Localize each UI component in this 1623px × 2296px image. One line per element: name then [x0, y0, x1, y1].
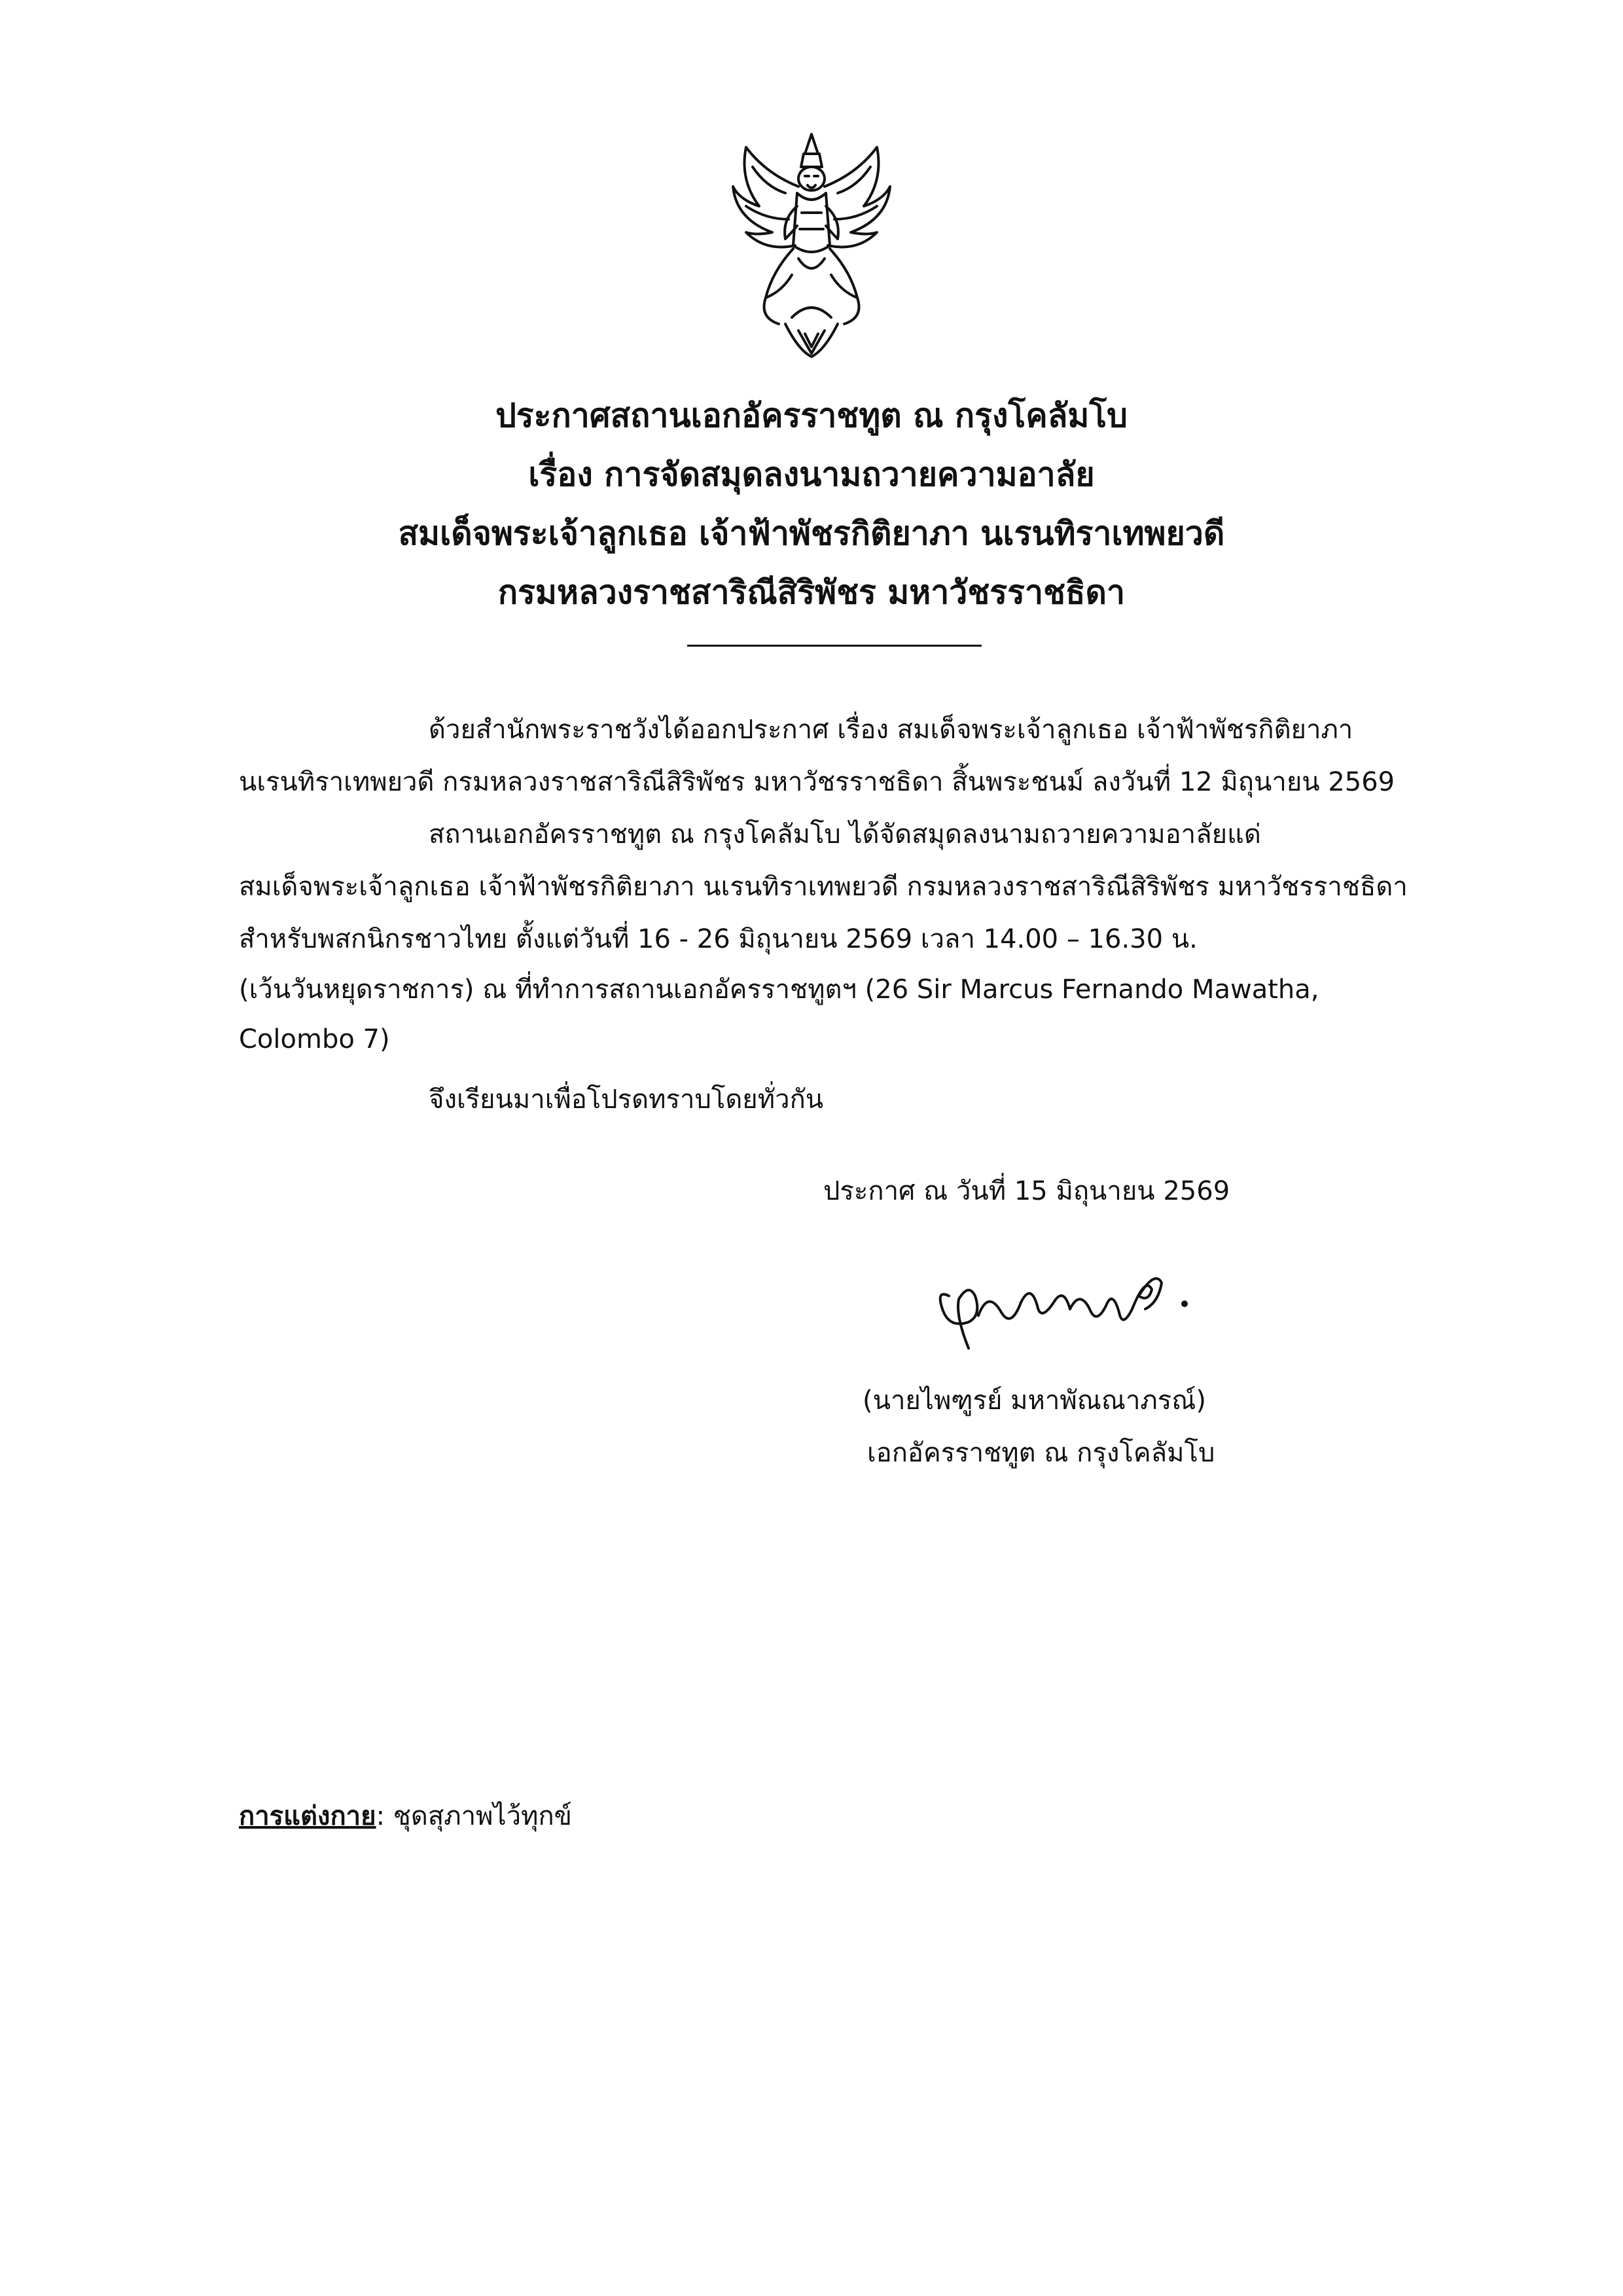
title-line-4: กรมหลวงราชสาริณีสิริพัชร มหาวัชรราชธิดา — [497, 573, 1126, 611]
title-line-3: สมเด็จพระเจ้าลูกเธอ เจ้าฟ้าพัชรกิติยาภา นเรนทิราเทพยวดี — [398, 514, 1225, 552]
dress-code-label: การแต่งกาย — [239, 1801, 376, 1831]
signatory-title: เอกอัครราชทูต ณ กรุงโคลัมโบ — [867, 1438, 1215, 1468]
body-line-4: สมเด็จพระเจ้าลูกเธอ เจ้าฟ้าพัชรกิติยาภา นเรนทิราเทพยวดี กรมหลวงราชสาริณีสิริพัชร มหาวัชรราชธิดา — [239, 872, 1408, 902]
handwritten-signature-icon — [923, 1250, 1211, 1361]
body-line-3: สถานเอกอัครราชทูต ณ กรุงโคลัมโบ ได้จัดสมุดลงนามถวายความอาลัยแด่ — [429, 819, 1261, 850]
body-line-2: นเรนทิราเทพยวดี กรมหลวงราชสาริณีสิริพัชร มหาวัชรราชธิดา สิ้นพระชนม์ ลงวันที่ 12 มิถุนายน 2569 — [239, 767, 1395, 797]
title-line-2: เรื่อง การจัดสมุดลงนามถวายความอาลัย — [528, 456, 1095, 493]
garuda-emblem-icon — [720, 128, 903, 363]
dress-code — [239, 1797, 572, 1836]
announce-date: ประกาศ ณ วันที่ 15 มิถุนายน 2569 — [823, 1176, 1230, 1206]
signatory-name: (นายไพฑูรย์ มหาพัณณาภรณ์) — [863, 1386, 1206, 1416]
body-line-5: สำหรับพสกนิกรชาวไทย ตั้งแต่วันที่ 16 - 26 มิถุนายน 2569 เวลา 14.00 – 16.30 น. — [239, 924, 1198, 954]
closing-line: จึงเรียนมาเพื่อโปรดทราบโดยทั่วกัน — [429, 1085, 824, 1115]
body-line-7: Colombo 7) — [239, 1024, 390, 1054]
title-line-1: ประกาศสถานเอกอัครราชทูต ณ กรุงโคลัมโบ — [495, 397, 1128, 435]
title-divider — [687, 645, 982, 647]
body-line-6: (เว้นวันหยุดราชการ) ณ ที่ทำการสถานเอกอัครราชทูตฯ (26 Sir Marcus Fernando Mawatha, — [239, 975, 1319, 1005]
body-line-1: ด้วยสำนักพระราชวังได้ออกประกาศ เรื่อง สมเด็จพระเจ้าลูกเธอ เจ้าฟ้าพัชรกิติยาภา — [429, 715, 1353, 745]
announcement-title — [0, 386, 1623, 622]
dress-code-value: : ชุดสุภาพไว้ทุกข์ — [376, 1801, 573, 1831]
